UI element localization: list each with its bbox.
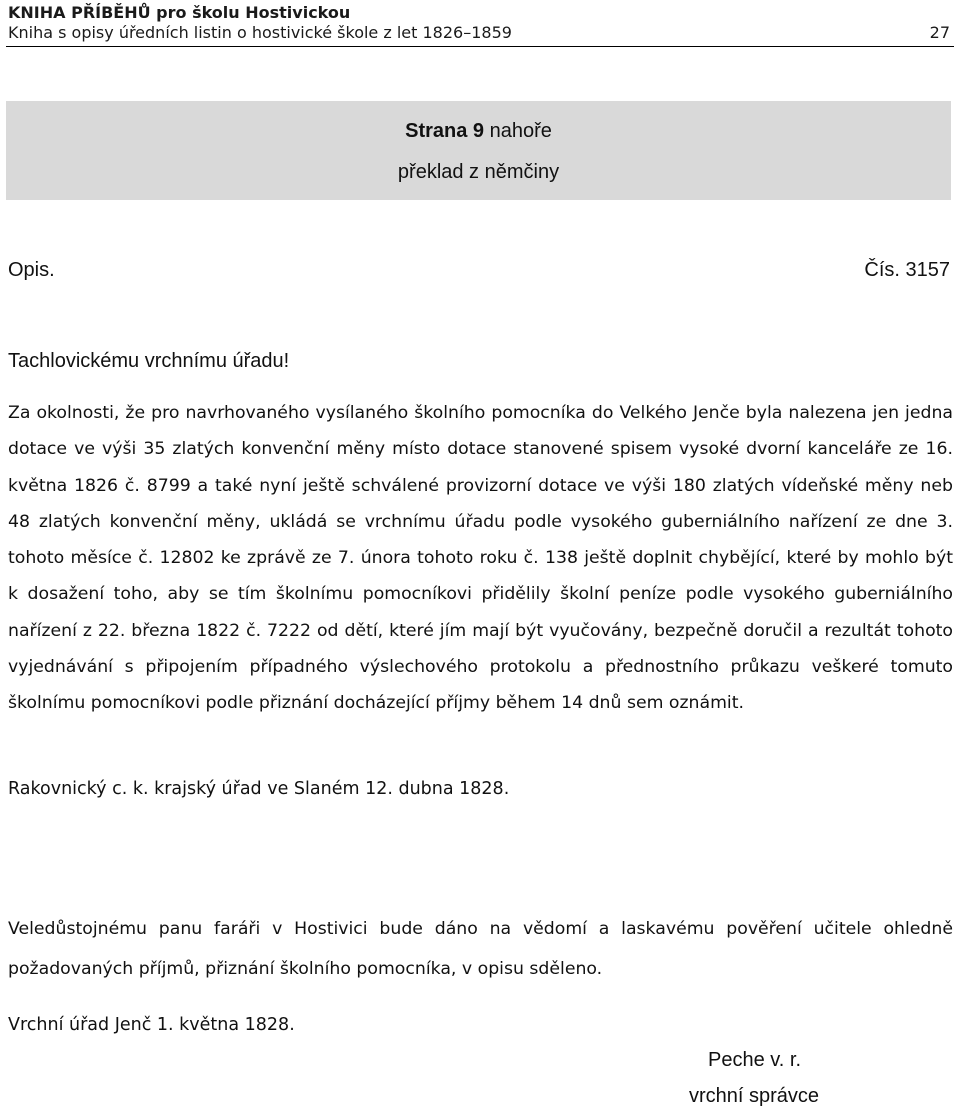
copy-label: Opis. — [8, 259, 55, 281]
signature-role: vrchní správce — [689, 1085, 820, 1107]
signature-name: Peche v. r. — [708, 1049, 802, 1071]
book-subtitle: Kniha s opisy úředních listin o hostivické škole z let 1826–1859 — [8, 23, 512, 42]
translation-note: překlad z němčiny — [397, 161, 560, 183]
document-number: Čís. 3157 — [864, 259, 950, 281]
page-number: 27 — [929, 23, 950, 42]
book-title: KNIHA PŘÍBĚHŮ pro školu Hostivickou — [8, 3, 351, 22]
letter-body: Za okolnosti, že pro navrhovaného vysílaného školního pomocníka do Velkého Jenče byla nalezena jen jedna dotace ve výši 35 zlatých konvenční měny místo dotace stanovené spisem vysoké dvorní kanceláře ze 16. května 1826 č. 8799 a také nyní ještě schválené provizorní dotace ve výši 180 zlatých vídeňské měny neb 48 zlatých konvenční měny, ukládá se vrchnímu úřadu podle vysokého guberniálního nařízení ze dne 3. tohoto měsíce č. 12802 ke zprávě ze 7. února tohoto roku č. 138 ještě doplnit chybějící, které by mohlo být k dosažení toho, aby se tím školnímu pomocníkovi přidělily školní peníze podle vysokého guberniálního nařízení z 22. března 1822 č. 7222 od dětí, které jím mají být vyučovány, bezpečně doručil a rezultát tohoto vyjednávání s připojením případného výslechového protokolu a přednostního průkazu veškeré tomuto školnímu pomocníkovi podle přiznání docházející příjmy během 14 dnů sem oznámit. — [8, 403, 953, 714]
source-page-position: nahoře — [484, 120, 552, 142]
header-divider — [6, 46, 954, 47]
forwarding-note: Veledůstojnému panu faráři v Hostivici bude dáno na vědomí a laskavému pověření učitele ohledně požadovaných příjmů, přiznání školního pomocníka, v opisu sděleno. — [8, 919, 953, 979]
source-banner — [6, 101, 951, 200]
addressee: Tachlovickému vrchnímu úřadu! — [8, 350, 290, 372]
source-page-bold: Strana 9 — [405, 120, 485, 142]
sender-and-date: Rakovnický c. k. krajský úřad ve Slaném 12. dubna 1828. — [8, 779, 510, 799]
issuer-place-date: Vrchní úřad Jenč 1. května 1828. — [8, 1015, 295, 1035]
source-page-label — [6, 120, 951, 143]
